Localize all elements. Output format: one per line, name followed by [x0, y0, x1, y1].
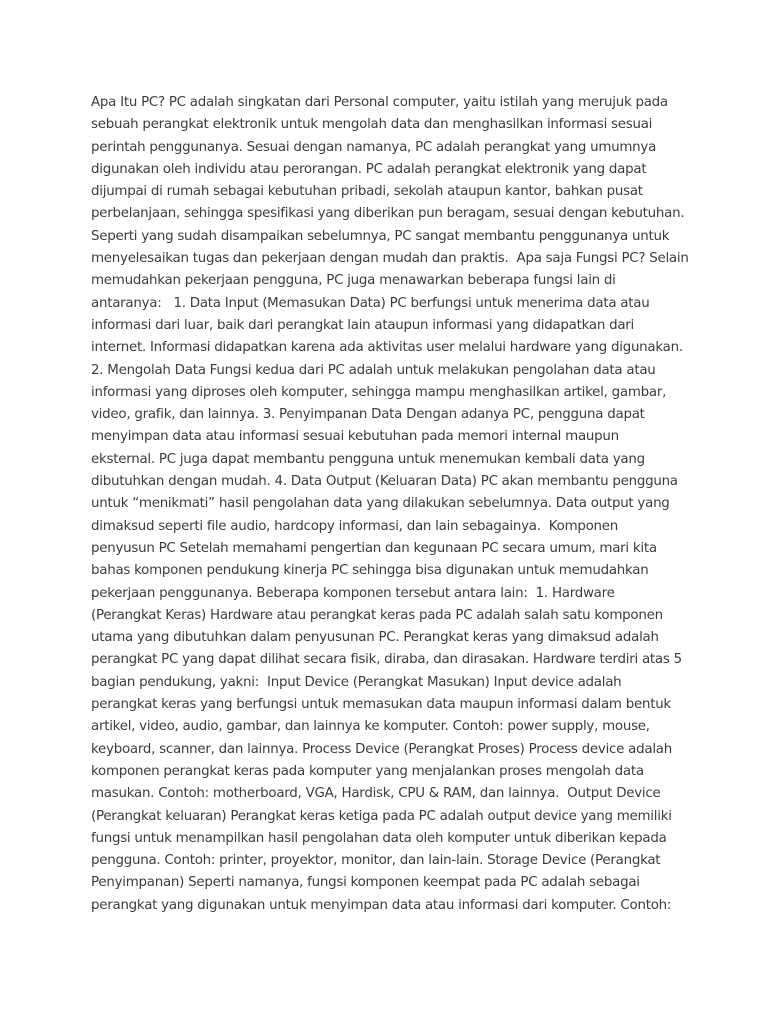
text-line: Penyimpanan) Seperti namanya, fungsi komponen keempat pada PC adalah sebagai: [91, 875, 640, 891]
text-line: perbelanjaan, sehingga spesifikasi yang diberikan pun beragam, sesuai dengan kebutuhan.: [91, 206, 685, 222]
text-line: artikel, video, audio, gambar, dan lainnya ke komputer. Contoh: power supply, mouse,: [91, 719, 650, 735]
text-line: antaranya: 1. Data Input (Memasukan Data) PC berfungsi untuk menerima data atau: [91, 295, 650, 311]
text-line: (Perangkat keluaran) Perangkat keras ketiga pada PC adalah output device yang memiliki: [91, 808, 672, 824]
text-line: dijumpai di rumah sebagai kebutuhan pribadi, sekolah ataupun kantor, bahkan pusat: [91, 184, 643, 200]
text-line: internet. Informasi didapatkan karena ada aktivitas user melalui hardware yang digunakan.: [91, 340, 683, 356]
text-line: komponen perangkat keras pada komputer yang menjalankan proses mengolah data: [91, 763, 644, 779]
text-line: fungsi untuk menampilkan hasil pengolahan data oleh komputer untuk diberikan kepada: [91, 830, 667, 846]
text-line: utama yang dibutuhkan dalam penyusunan PC. Perangkat keras yang dimaksud adalah: [91, 630, 659, 646]
text-line: untuk “menikmati” hasil pengolahan data yang dilakukan sebelumnya. Data output yang: [91, 496, 670, 512]
text-line: menyelesaikan tugas dan pekerjaan dengan mudah dan praktis. Apa saja Fungsi PC? Selain: [91, 251, 689, 267]
text-line: video, grafik, dan lainnya. 3. Penyimpanan Data Dengan adanya PC, pengguna dapat: [91, 407, 645, 423]
text-line: Apa Itu PC? PC adalah singkatan dari Personal computer, yaitu istilah yang merujuk pada: [91, 95, 668, 110]
text-line: perangkat yang digunakan untuk menyimpan data atau informasi dari komputer. Contoh:: [91, 897, 672, 913]
text-line: menyimpan data atau informasi sesuai kebutuhan pada memori internal maupun: [91, 429, 619, 445]
text-line: digunakan oleh individu atau perorangan. PC adalah perangkat elektronik yang dapat: [91, 161, 647, 177]
text-line: perangkat keras yang berfungsi untuk memasukan data maupun informasi dalam bentuk: [91, 697, 671, 713]
text-line: penyusun PC Setelah memahami pengertian dan kegunaan PC secara umum, mari kita: [91, 540, 657, 556]
text-line: perangkat PC yang dapat dilihat secara fisik, diraba, dan dirasakan. Hardware terdiri atas 5: [91, 652, 682, 668]
text-line: dibutuhkan dengan mudah. 4. Data Output (Keluaran Data) PC akan membantu pengguna: [91, 474, 678, 490]
text-line: informasi dari luar, baik dari perangkat lain ataupun informasi yang didapatkan dari: [91, 317, 635, 333]
text-line: perintah penggunanya. Sesuai dengan namanya, PC adalah perangkat yang umumnya: [91, 139, 657, 155]
text-line: bagian pendukung, yakni: Input Device (Perangkat Masukan) Input device adalah: [91, 674, 622, 690]
text-line: sebuah perangkat elektronik untuk mengolah data dan menghasilkan informasi sesuai: [91, 117, 653, 133]
text-line: memudahkan pekerjaan pengguna, PC juga menawarkan beberapa fungsi lain di: [91, 273, 616, 289]
body-text: [91, 92, 691, 917]
text-line: masukan. Contoh: motherboard, VGA, Hardisk, CPU & RAM, dan lainnya. Output Device: [91, 786, 661, 802]
text-line: 2. Mengolah Data Fungsi kedua dari PC adalah untuk melakukan pengolahan data atau: [91, 362, 656, 378]
text-line: (Perangkat Keras) Hardware atau perangkat keras pada PC adalah salah satu komponen: [91, 607, 663, 623]
text-line: bahas komponen pendukung kinerja PC sehingga bisa digunakan untuk memudahkan: [91, 563, 649, 579]
text-line: pengguna. Contoh: printer, proyektor, monitor, dan lain-lain. Storage Device (Perangkat: [91, 853, 661, 869]
text-line: dimaksud seperti file audio, hardcopy informasi, dan lain sebagainya. Komponen: [91, 518, 619, 534]
text-line: Seperti yang sudah disampaikan sebelumnya, PC sangat membantu penggunanya untuk: [91, 228, 670, 244]
text-line: eksternal. PC juga dapat membantu pengguna untuk menemukan kembali data yang: [91, 451, 645, 467]
text-line: keyboard, scanner, dan lainnya. Process Device (Perangkat Proses) Process device adalah: [91, 741, 672, 757]
text-line: pekerjaan penggunanya. Beberapa komponen tersebut antara lain: 1. Hardware: [91, 585, 615, 601]
text-line: informasi yang diproses oleh komputer, sehingga mampu menghasilkan artikel, gambar,: [91, 384, 667, 400]
